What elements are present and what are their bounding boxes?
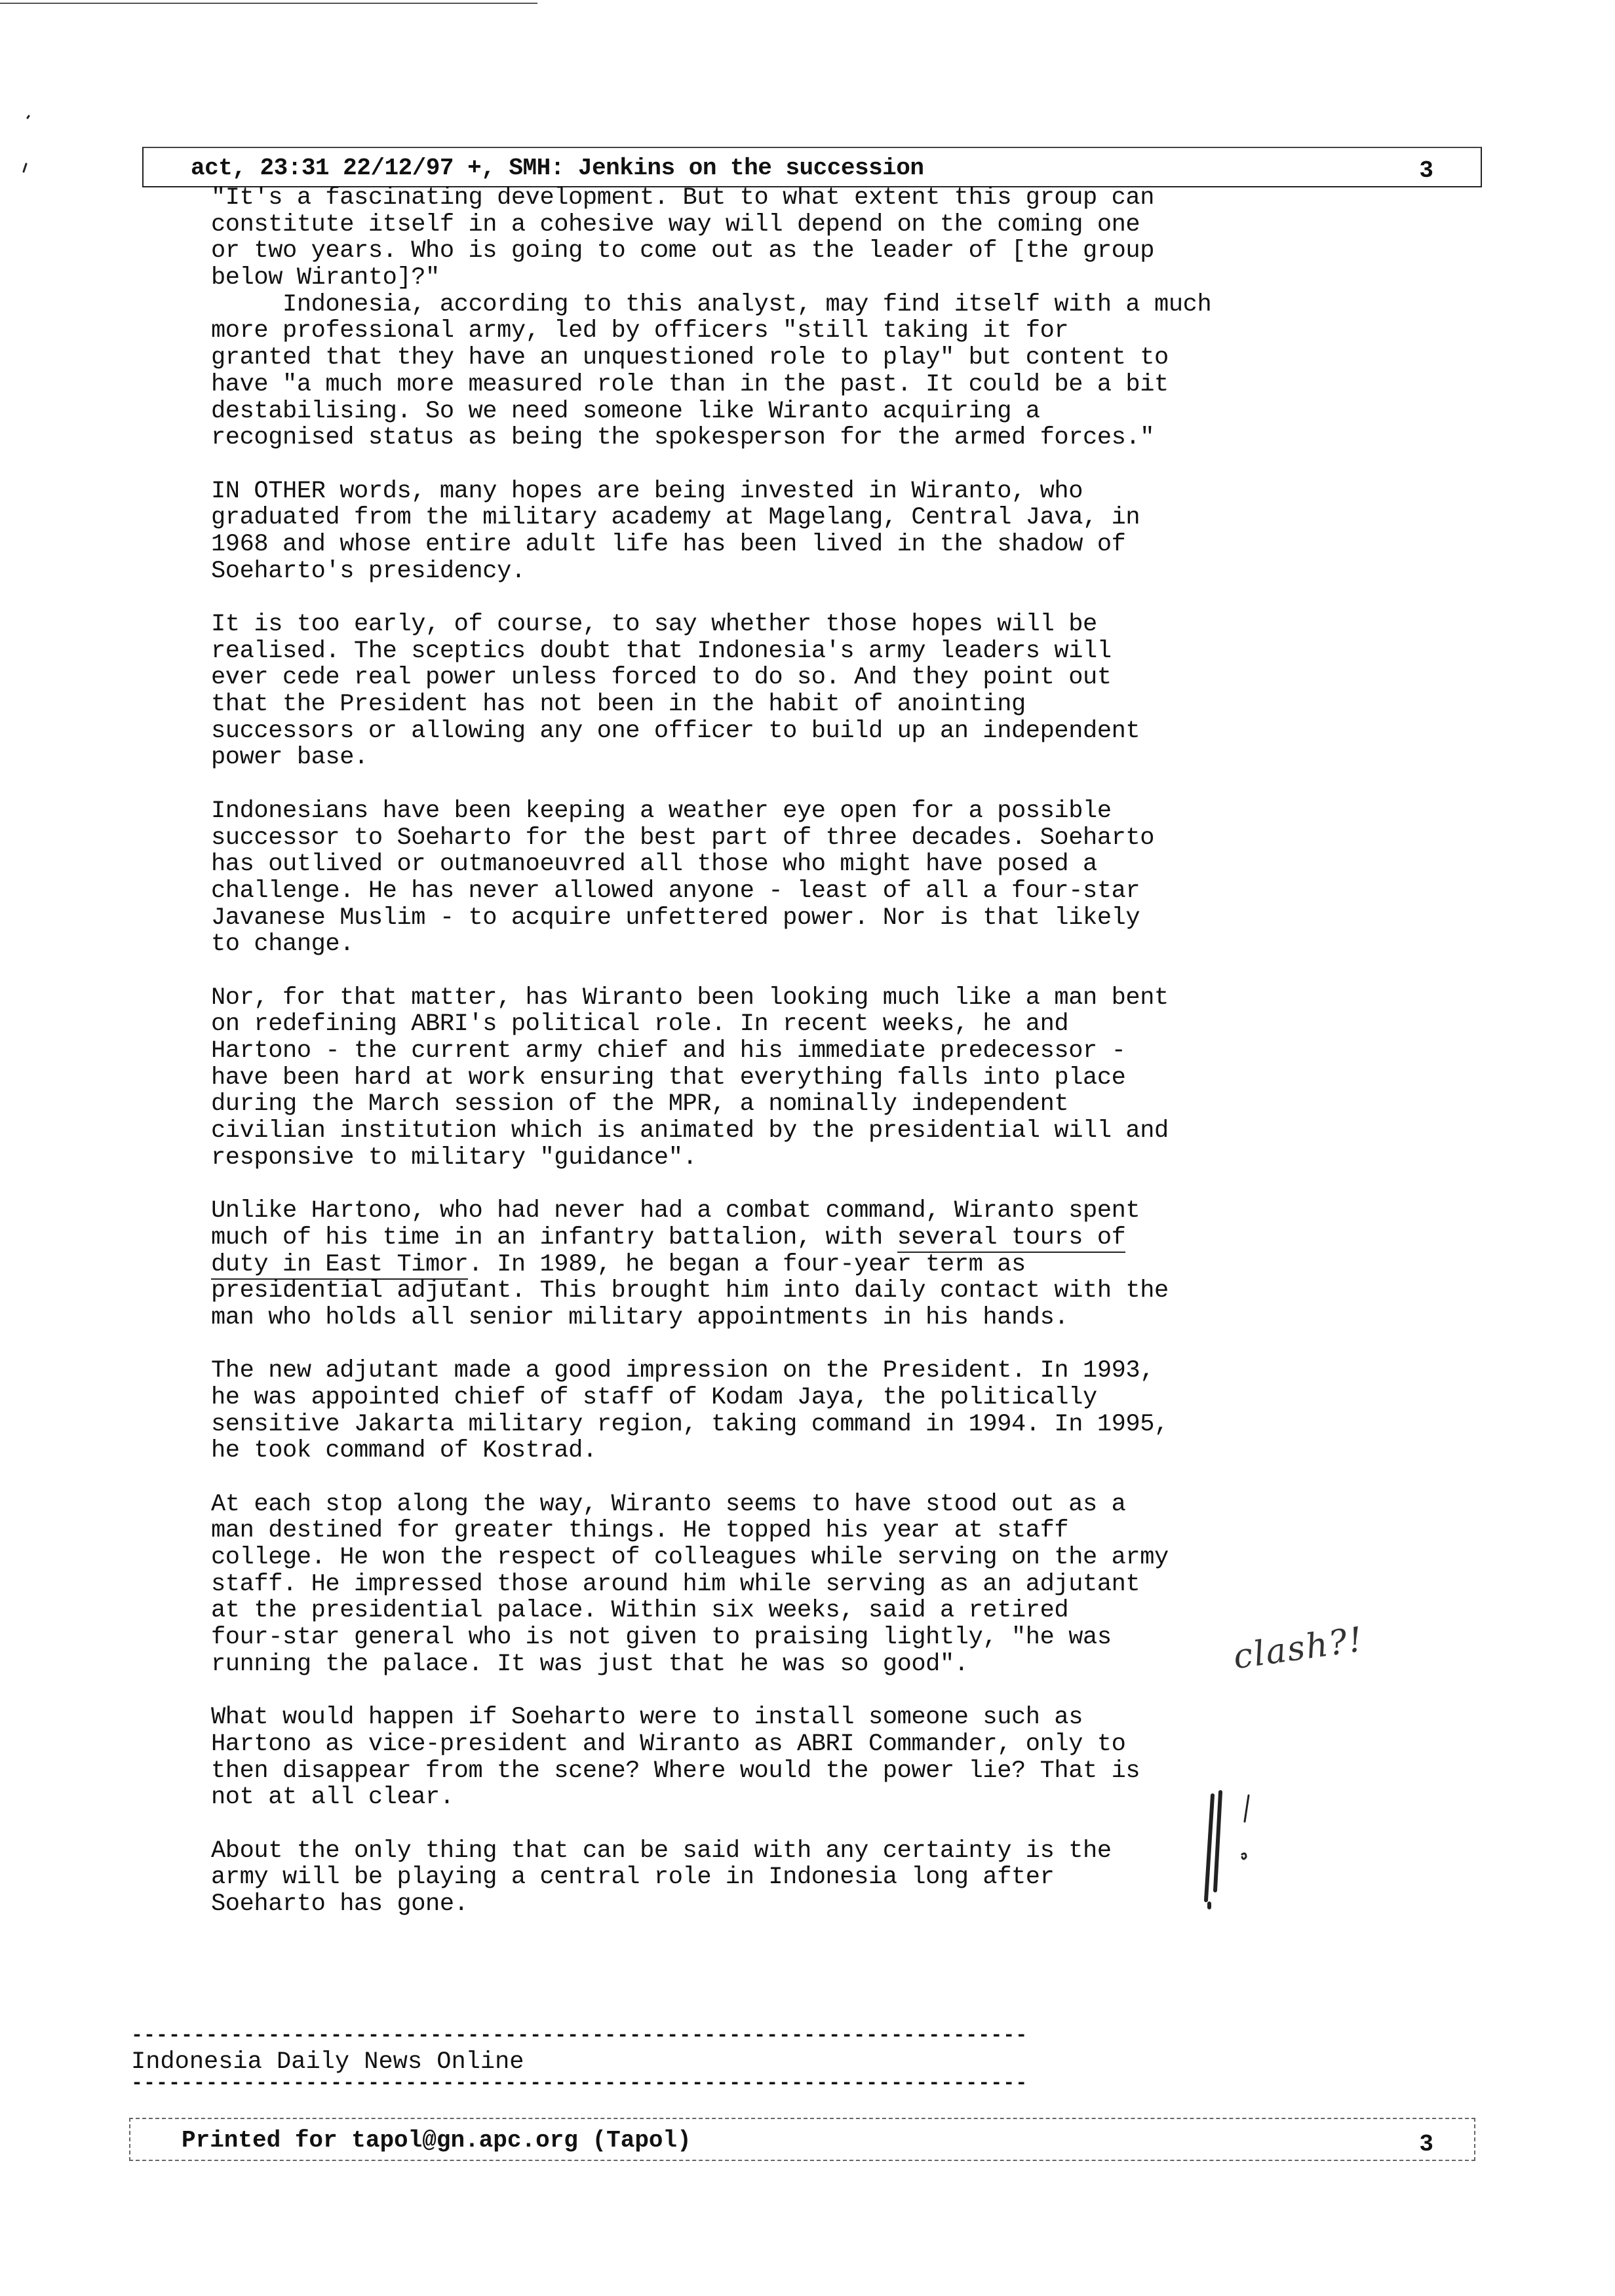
header-title: act, 23:31 22/12/97 +, SMH: Jenkins on the succession xyxy=(191,155,924,182)
header-page-number: 3 xyxy=(1419,157,1433,184)
text-line: destabilising. So we need someone like Wiranto acquiring a xyxy=(211,397,1040,425)
text-line: At each stop along the way, Wiranto seems to have stood out as a xyxy=(211,1490,1126,1518)
text-line: he was appointed chief of staff of Kodam Jaya, the politically xyxy=(211,1383,1097,1411)
text-line: army will be playing a central role in Indonesia long after xyxy=(211,1864,1055,1892)
text-segment: . In 1989, he began a four-year term as xyxy=(468,1250,1026,1278)
text-line: granted that they have an unquestioned role to play" but content to xyxy=(211,344,1169,372)
text-line: About the only thing that can be said with any certainty is the xyxy=(211,1837,1112,1865)
text-line: man who holds all senior military appointments in his hands. xyxy=(211,1303,1069,1331)
text-line: Soeharto has gone. xyxy=(211,1890,469,1918)
text-line: running the palace. It was just that he was so good". xyxy=(211,1650,969,1678)
text-line: sensitive Jakarta military region, taking command in 1994. In 1995, xyxy=(211,1410,1169,1438)
text-line: presidential adjutant. This brought him into daily contact with the xyxy=(211,1277,1169,1305)
text-line: recognised status as being the spokesperson for the armed forces." xyxy=(211,424,1155,452)
text-line: or two years. Who is going to come out as the leader of [the group xyxy=(211,237,1155,265)
text-line: he took command of Kostrad. xyxy=(211,1437,597,1465)
text-line: then disappear from the scene? Where would the power lie? That is xyxy=(211,1757,1140,1785)
text-line: staff. He impressed those around him while serving as an adjutant xyxy=(211,1570,1140,1598)
text-line: 1968 and whose entire adult life has been lived in the shadow of xyxy=(211,530,1126,558)
text-line: has outlived or outmanoeuvred all those who might have posed a xyxy=(211,851,1097,879)
text-segment: much of his time in an infantry battalion, with xyxy=(211,1223,897,1252)
text-line: challenge. He has never allowed anyone - least of all a four-star xyxy=(211,877,1140,905)
handwritten-underline-text: duty in East Timor xyxy=(211,1250,469,1278)
text-line: not at all clear. xyxy=(211,1784,454,1812)
footer-source: Indonesia Daily News Online xyxy=(131,2048,524,2076)
text-line: on redefining ABRI's political role. In recent weeks, he and xyxy=(211,1010,1069,1039)
text-line: to change. xyxy=(211,930,355,959)
text-line: Unlike Hartono, who had never had a combat command, Wiranto spent xyxy=(211,1197,1140,1225)
handwritten-double-exclamation xyxy=(1206,1792,1220,1907)
handwritten-underline-text: several tours of xyxy=(897,1223,1126,1252)
text-line: successor to Soeharto for the best part of three decades. Soeharto xyxy=(211,824,1155,852)
text-line: It is too early, of course, to say whether those hopes will be xyxy=(211,611,1097,638)
text-line: Nor, for that matter, has Wiranto been looking much like a man bent xyxy=(211,984,1169,1012)
text-line: at the presidential palace. Within six weeks, said a retired xyxy=(211,1597,1069,1625)
text-line: Javanese Muslim - to acquire unfettered power. Nor is that likely xyxy=(211,904,1140,932)
text-line: responsive to military "guidance". xyxy=(211,1143,697,1172)
handwritten-margin-note: clash?! xyxy=(1231,1620,1367,1677)
text-line: Hartono - the current army chief and his immediate predecessor - xyxy=(211,1037,1126,1065)
text-line: graduated from the military academy at Magelang, Central Java, in xyxy=(211,504,1140,532)
text-line: college. He won the respect of colleagues while serving on the army xyxy=(211,1544,1169,1572)
text-line: have "a much more measured role than in the past. It could be a bit xyxy=(211,370,1169,398)
text-line: during the March session of the MPR, a nominally independent xyxy=(211,1090,1069,1119)
text-line: successors or allowing any one officer to build up an independent xyxy=(211,717,1140,745)
text-line: IN OTHER words, many hopes are being invested in Wiranto, who xyxy=(211,477,1083,505)
text-line: that the President has not been in the habit of anointing xyxy=(211,691,1026,719)
text-line: Hartono as vice-president and Wiranto as ABRI Commander, only to xyxy=(211,1730,1126,1758)
text-line: civilian institution which is animated by the presidential will and xyxy=(211,1117,1169,1145)
text-line: Indonesia, according to this analyst, may find itself with a much xyxy=(211,290,1212,318)
handwritten-exclamation-small xyxy=(1242,1795,1249,1859)
text-line: constitute itself in a cohesive way will depend on the coming one xyxy=(211,210,1140,239)
footer-rule-top: ------------------------------------------------------------------------ xyxy=(131,2025,1028,2047)
text-line: realised. The sceptics doubt that Indonesia's army leaders will xyxy=(211,637,1112,665)
handwritten-tick-top xyxy=(24,116,29,172)
text-line: more professional army, led by officers "still taking it for xyxy=(211,317,1069,345)
footer-printed-for: Printed for tapol@gn.apc.org (Tapol) xyxy=(182,2127,691,2154)
footer-rule-bottom: ------------------------------------------------------------------------ xyxy=(131,2073,1028,2095)
text-line: Indonesians have been keeping a weather eye open for a possible xyxy=(211,797,1112,825)
text-line: four-star general who is not given to praising lightly, "he was xyxy=(211,1624,1112,1652)
text-line: "It's a fascinating development. But to what extent this group can xyxy=(211,184,1155,212)
text-line: What would happen if Soeharto were to install someone such as xyxy=(211,1704,1083,1732)
text-line: The new adjutant made a good impression on the President. In 1993, xyxy=(211,1357,1155,1385)
text-line: Soeharto's presidency. xyxy=(211,557,526,585)
text-line: have been hard at work ensuring that everything falls into place xyxy=(211,1063,1126,1092)
footer-page-number: 3 xyxy=(1419,2131,1433,2158)
text-line: power base. xyxy=(211,744,368,772)
text-line: ever cede real power unless forced to do so. And they point out xyxy=(211,664,1112,692)
text-line: below Wiranto]?" xyxy=(211,264,440,292)
text-line: man destined for greater things. He topped his year at staff xyxy=(211,1517,1069,1545)
